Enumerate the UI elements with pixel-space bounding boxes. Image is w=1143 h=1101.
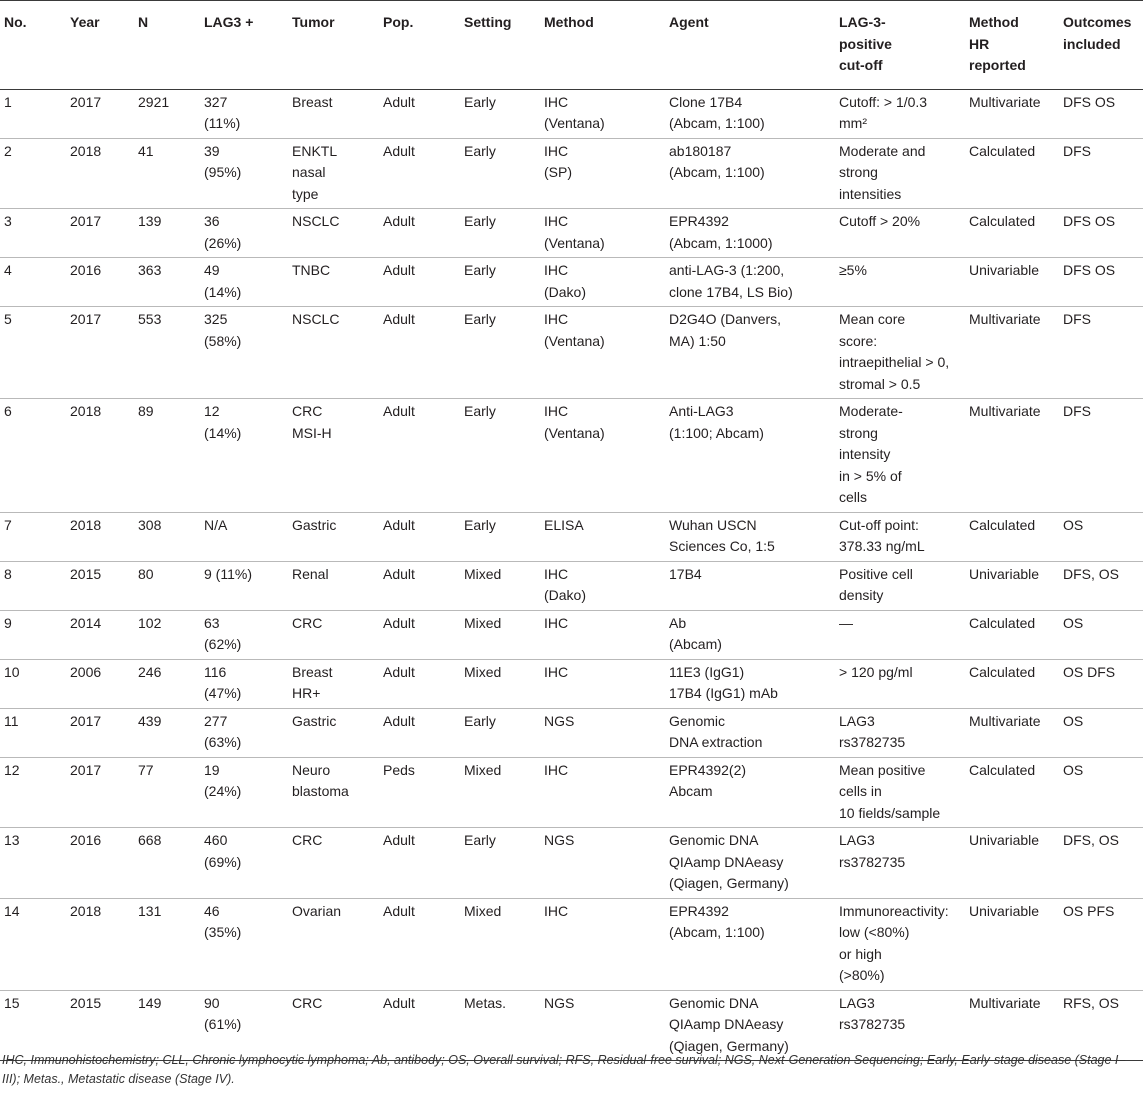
cell-no: 14 (0, 898, 66, 990)
cell-cutoff: Cutoff > 20% (835, 209, 965, 258)
cell-n: 149 (134, 990, 200, 1061)
cell-method-hr: Calculated (965, 757, 1059, 828)
cell-setting: Early (460, 89, 540, 138)
cell-year: 2017 (66, 209, 134, 258)
cell-year: 2018 (66, 138, 134, 209)
header-lag3-positive: LAG3 + (200, 1, 288, 90)
cell-cutoff: — (835, 610, 965, 659)
cell-n: 439 (134, 708, 200, 757)
cell-lag3-positive: 460 (69%) (200, 828, 288, 899)
cell-n: 139 (134, 209, 200, 258)
cell-setting: Metas. (460, 990, 540, 1061)
table-row (0, 258, 1143, 307)
cell-tumor: Ovarian (288, 898, 379, 990)
cell-setting: Early (460, 399, 540, 513)
cell-population: Adult (379, 399, 460, 513)
cell-n: 89 (134, 399, 200, 513)
table-row (0, 708, 1143, 757)
cell-method: ELISA (540, 512, 665, 561)
cell-method: NGS (540, 828, 665, 899)
header-cutoff: LAG-3- positive cut-off (835, 1, 965, 90)
cell-no: 9 (0, 610, 66, 659)
table-row (0, 138, 1143, 209)
cell-method: NGS (540, 708, 665, 757)
cell-no: 7 (0, 512, 66, 561)
cell-outcomes: DFS, OS (1059, 828, 1143, 899)
cell-tumor: Gastric (288, 708, 379, 757)
cell-n: 80 (134, 561, 200, 610)
table-row (0, 209, 1143, 258)
cell-agent: Genomic DNA QIAamp DNAeasy (Qiagen, Germany) (665, 990, 835, 1061)
table-header-row (0, 1, 1143, 90)
table-row (0, 89, 1143, 138)
cell-year: 2015 (66, 561, 134, 610)
cell-tumor: Renal (288, 561, 379, 610)
cell-outcomes: DFS OS (1059, 258, 1143, 307)
cell-tumor: CRC (288, 828, 379, 899)
header-n: N (134, 1, 200, 90)
cell-cutoff: Cutoff: > 1/0.3 mm² (835, 89, 965, 138)
cell-method: IHC (540, 757, 665, 828)
cell-setting: Mixed (460, 561, 540, 610)
cell-setting: Early (460, 209, 540, 258)
cell-lag3-positive: 19 (24%) (200, 757, 288, 828)
cell-population: Adult (379, 512, 460, 561)
cell-lag3-positive: 39 (95%) (200, 138, 288, 209)
cell-method-hr: Calculated (965, 209, 1059, 258)
cell-agent: Genomic DNA QIAamp DNAeasy (Qiagen, Germany) (665, 828, 835, 899)
cell-population: Adult (379, 990, 460, 1061)
cell-setting: Mixed (460, 610, 540, 659)
cell-no: 5 (0, 307, 66, 399)
cell-cutoff: Immunoreactivity: low (<80%) or high (>80%) (835, 898, 965, 990)
cell-cutoff: Mean core score: intraepithelial > 0, stromal > 0.5 (835, 307, 965, 399)
cell-year: 2015 (66, 990, 134, 1061)
cell-lag3-positive: 63 (62%) (200, 610, 288, 659)
cell-lag3-positive: 327 (11%) (200, 89, 288, 138)
cell-agent: Wuhan USCN Sciences Co, 1:5 (665, 512, 835, 561)
cell-cutoff: Positive cell density (835, 561, 965, 610)
cell-no: 3 (0, 209, 66, 258)
header-method: Method (540, 1, 665, 90)
cell-no: 1 (0, 89, 66, 138)
cell-year: 2018 (66, 898, 134, 990)
cell-n: 2921 (134, 89, 200, 138)
cell-outcomes: RFS, OS (1059, 990, 1143, 1061)
cell-cutoff: LAG3 rs3782735 (835, 990, 965, 1061)
table-body (0, 89, 1143, 1061)
cell-no: 6 (0, 399, 66, 513)
cell-method-hr: Multivariate (965, 89, 1059, 138)
table-row (0, 757, 1143, 828)
table-row (0, 990, 1143, 1061)
cell-method-hr: Multivariate (965, 307, 1059, 399)
cell-tumor: CRC (288, 610, 379, 659)
cell-setting: Early (460, 708, 540, 757)
cell-outcomes: DFS (1059, 399, 1143, 513)
header-year: Year (66, 1, 134, 90)
cell-method: IHC (Dako) (540, 258, 665, 307)
cell-lag3-positive: 325 (58%) (200, 307, 288, 399)
cell-tumor: TNBC (288, 258, 379, 307)
cell-cutoff: ≥5% (835, 258, 965, 307)
cell-agent: Ab (Abcam) (665, 610, 835, 659)
cell-method-hr: Multivariate (965, 399, 1059, 513)
cell-method: IHC (Ventana) (540, 89, 665, 138)
cell-method-hr: Calculated (965, 138, 1059, 209)
cell-cutoff: Moderate and strong intensities (835, 138, 965, 209)
table-row (0, 307, 1143, 399)
cell-year: 2018 (66, 512, 134, 561)
cell-cutoff: LAG3 rs3782735 (835, 708, 965, 757)
cell-tumor: Neuro blastoma (288, 757, 379, 828)
cell-agent: EPR4392 (Abcam, 1:100) (665, 898, 835, 990)
cell-no: 10 (0, 659, 66, 708)
cell-lag3-positive: 90 (61%) (200, 990, 288, 1061)
table-row (0, 512, 1143, 561)
cell-setting: Early (460, 307, 540, 399)
cell-method: IHC (Ventana) (540, 209, 665, 258)
header-no: No. (0, 1, 66, 90)
cell-no: 12 (0, 757, 66, 828)
table-row (0, 561, 1143, 610)
cell-cutoff: LAG3 rs3782735 (835, 828, 965, 899)
cell-tumor: CRC MSI-H (288, 399, 379, 513)
cell-agent: Genomic DNA extraction (665, 708, 835, 757)
cell-no: 15 (0, 990, 66, 1061)
cell-method: IHC (540, 610, 665, 659)
cell-n: 363 (134, 258, 200, 307)
header-outcomes: Outcomes included (1059, 1, 1143, 90)
header-agent: Agent (665, 1, 835, 90)
header-method-hr: Method HR reported (965, 1, 1059, 90)
cell-tumor: NSCLC (288, 209, 379, 258)
cell-outcomes: DFS (1059, 138, 1143, 209)
cell-setting: Early (460, 512, 540, 561)
cell-agent: anti-LAG-3 (1:200, clone 17B4, LS Bio) (665, 258, 835, 307)
cell-year: 2006 (66, 659, 134, 708)
header-population: Pop. (379, 1, 460, 90)
cell-lag3-positive: N/A (200, 512, 288, 561)
header-tumor: Tumor (288, 1, 379, 90)
cell-year: 2017 (66, 757, 134, 828)
table-row (0, 659, 1143, 708)
cell-setting: Early (460, 258, 540, 307)
cell-tumor: Breast (288, 89, 379, 138)
cell-n: 41 (134, 138, 200, 209)
cell-setting: Mixed (460, 898, 540, 990)
cell-n: 246 (134, 659, 200, 708)
cell-population: Adult (379, 138, 460, 209)
cell-method: IHC (Ventana) (540, 399, 665, 513)
cell-population: Adult (379, 828, 460, 899)
cell-population: Adult (379, 659, 460, 708)
cell-n: 308 (134, 512, 200, 561)
table-row (0, 399, 1143, 513)
cell-tumor: NSCLC (288, 307, 379, 399)
table-row (0, 898, 1143, 990)
cell-agent: Anti-LAG3 (1:100; Abcam) (665, 399, 835, 513)
cell-tumor: CRC (288, 990, 379, 1061)
cell-outcomes: OS DFS (1059, 659, 1143, 708)
cell-agent: 17B4 (665, 561, 835, 610)
cell-n: 553 (134, 307, 200, 399)
cell-outcomes: OS (1059, 708, 1143, 757)
cell-method: IHC (Dako) (540, 561, 665, 610)
cell-outcomes: DFS, OS (1059, 561, 1143, 610)
cell-method-hr: Multivariate (965, 708, 1059, 757)
cell-no: 2 (0, 138, 66, 209)
cell-lag3-positive: 9 (11%) (200, 561, 288, 610)
cell-outcomes: OS (1059, 512, 1143, 561)
cell-population: Adult (379, 307, 460, 399)
cell-agent: D2G4O (Danvers, MA) 1:50 (665, 307, 835, 399)
header-setting: Setting (460, 1, 540, 90)
cell-method: IHC (540, 898, 665, 990)
cell-method: NGS (540, 990, 665, 1061)
cell-no: 13 (0, 828, 66, 899)
cell-method: IHC (Ventana) (540, 307, 665, 399)
cell-population: Adult (379, 561, 460, 610)
cell-tumor: Breast HR+ (288, 659, 379, 708)
cell-population: Adult (379, 898, 460, 990)
cell-cutoff: > 120 pg/ml (835, 659, 965, 708)
cell-method-hr: Calculated (965, 610, 1059, 659)
cell-method-hr: Univariable (965, 561, 1059, 610)
cell-n: 668 (134, 828, 200, 899)
cell-method: IHC (540, 659, 665, 708)
cell-n: 131 (134, 898, 200, 990)
cell-setting: Mixed (460, 757, 540, 828)
cell-year: 2017 (66, 307, 134, 399)
table-row (0, 828, 1143, 899)
cell-lag3-positive: 49 (14%) (200, 258, 288, 307)
cell-method-hr: Calculated (965, 512, 1059, 561)
cell-agent: Clone 17B4 (Abcam, 1:100) (665, 89, 835, 138)
cell-agent: ab180187 (Abcam, 1:100) (665, 138, 835, 209)
cell-lag3-positive: 277 (63%) (200, 708, 288, 757)
cell-no: 8 (0, 561, 66, 610)
cell-outcomes: OS PFS (1059, 898, 1143, 990)
cell-year: 2017 (66, 89, 134, 138)
table-footnote: IHC, Immunohistochemistry; CLL, Chronic lymphocytic lymphoma; Ab, antibody; OS, Overall survival; RFS, Residual-free survival; NGS, Next-Generation Sequencing; Early, Early-stage disease (Stage I–III); Metas., Metastatic disease (Stage IV). (2, 1053, 1126, 1086)
cell-year: 2016 (66, 828, 134, 899)
cell-year: 2014 (66, 610, 134, 659)
cell-tumor: Gastric (288, 512, 379, 561)
cell-cutoff: Moderate- strong intensity in > 5% of cells (835, 399, 965, 513)
cell-outcomes: DFS (1059, 307, 1143, 399)
cell-agent: EPR4392(2) Abcam (665, 757, 835, 828)
cell-population: Peds (379, 757, 460, 828)
cell-method: IHC (SP) (540, 138, 665, 209)
cell-method-hr: Univariable (965, 828, 1059, 899)
cell-tumor: ENKTL nasal type (288, 138, 379, 209)
cell-population: Adult (379, 708, 460, 757)
cell-lag3-positive: 46 (35%) (200, 898, 288, 990)
cell-lag3-positive: 12 (14%) (200, 399, 288, 513)
cell-population: Adult (379, 610, 460, 659)
cell-outcomes: DFS OS (1059, 89, 1143, 138)
cell-no: 11 (0, 708, 66, 757)
cell-year: 2018 (66, 399, 134, 513)
cell-year: 2016 (66, 258, 134, 307)
table-row (0, 610, 1143, 659)
cell-method-hr: Calculated (965, 659, 1059, 708)
cell-agent: EPR4392 (Abcam, 1:1000) (665, 209, 835, 258)
cell-population: Adult (379, 209, 460, 258)
cell-setting: Mixed (460, 659, 540, 708)
cell-method-hr: Univariable (965, 258, 1059, 307)
cell-population: Adult (379, 89, 460, 138)
cell-year: 2017 (66, 708, 134, 757)
cell-outcomes: OS (1059, 757, 1143, 828)
cell-no: 4 (0, 258, 66, 307)
cell-setting: Early (460, 138, 540, 209)
cell-lag3-positive: 116 (47%) (200, 659, 288, 708)
cell-agent: 11E3 (IgG1) 17B4 (IgG1) mAb (665, 659, 835, 708)
cell-population: Adult (379, 258, 460, 307)
cell-method-hr: Univariable (965, 898, 1059, 990)
cell-n: 102 (134, 610, 200, 659)
cell-setting: Early (460, 828, 540, 899)
cell-outcomes: OS (1059, 610, 1143, 659)
cell-outcomes: DFS OS (1059, 209, 1143, 258)
cell-lag3-positive: 36 (26%) (200, 209, 288, 258)
cell-n: 77 (134, 757, 200, 828)
cell-cutoff: Cut-off point: 378.33 ng/mL (835, 512, 965, 561)
cell-method-hr: Multivariate (965, 990, 1059, 1061)
cell-cutoff: Mean positive cells in 10 fields/sample (835, 757, 965, 828)
